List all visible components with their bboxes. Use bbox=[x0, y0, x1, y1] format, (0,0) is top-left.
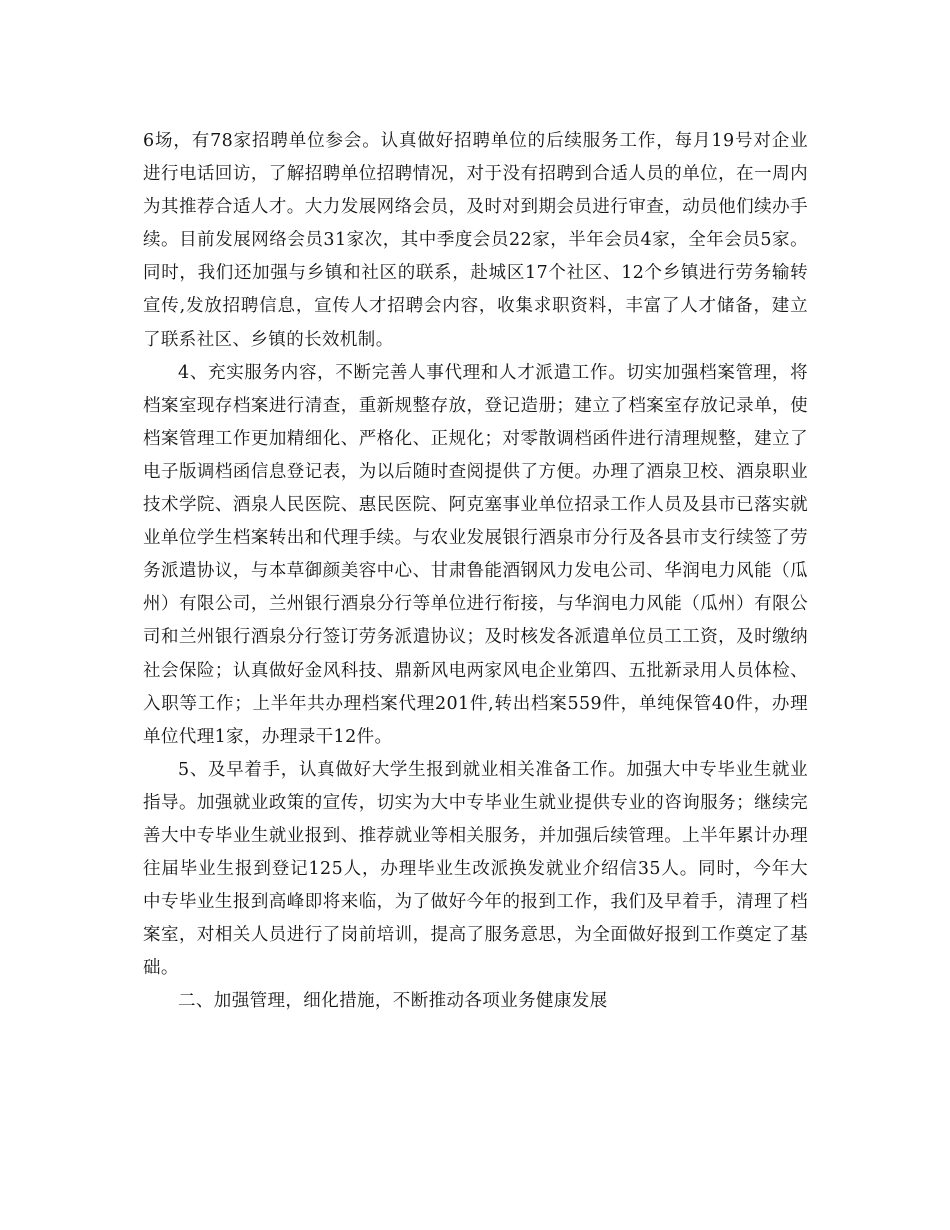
section-heading-management: 二、加强管理，细化措施，不断推动各项业务健康发展 bbox=[178, 991, 608, 1012]
paragraph-personnel-agency: 4、充实服务内容，不断完善人事代理和人才派遣工作。切实加强档案管理，将档案室现存档案进行清查，重新规整存放，登记造册；建立了档案室存放记录单，使档案管理工作更加精细化、严格化、正规化；对零散调档函件进行清理规整，建立了电子版调档函信息登记表，为以后随时查阅提供了方便。办理了酒泉卫校、酒泉职业技术学院、酒泉人民医院、惠民医院、阿克塞事业单位招录工作人员及县市已落实就业单位学生档案转出和代理手续。与农业发展银行酒泉市分行及各县市支行续签了劳务派遣协议，与本草御颜美容中心、甘肃鲁能酒钢风力发电公司、华润电力风能（瓜州）有限公司，兰州银行酒泉分行等单位进行衔接，与华润电力风能（瓜州）有限公司和兰州银行酒泉分行签订劳务派遣协议；及时核发各派遣单位员工工资，及时缴纳社会保险；认真做好金风科技、鼎新风电两家风电企业第四、五批新录用人员体检、入职等工作；上半年共办理档案代理201件,转出档案559件，单纯保管40件，办理单位代理1家，办理录干12件。 bbox=[143, 362, 808, 747]
paragraph-graduate-registration: 5、及早着手，认真做好大学生报到就业相关准备工作。加强大中专毕业生就业指导。加强就业政策的宣传，切实为大中专毕业生就业提供专业的咨询服务；继续完善大中专毕业生就业报到、推荐就业等相关服务，并加强后续管理。上半年累计办理往届毕业生报到登记125人，办理毕业生改派换发就业介绍信35人。同时，今年大中专毕业生报到高峰即将来临，为了做好今年的报到工作，我们及早着手，清理了档案室，对相关人员进行了岗前培训，提高了服务意思，为全面做好报到工作奠定了基础。 bbox=[143, 759, 808, 979]
document-body bbox=[143, 125, 808, 1019]
paragraph-recruitment-followup: 6场，有78家招聘单位参会。认真做好招聘单位的后续服务工作，每月19号对企业进行电话回访，了解招聘单位招聘情况，对于没有招聘到合适人员的单位，在一周内为其推荐合适人才。大力发展网络会员，及时对到期会员进行审查，动员他们续办手续。目前发展网络会员31家次，其中季度会员22家，半年会员4家，全年会员5家。同时，我们还加强与乡镇和社区的联系，赴城区17个社区、12个乡镇进行劳务输转宣传,发放招聘信息，宣传人才招聘会内容，收集求职资料，丰富了人才储备，建立了联系社区、乡镇的长效机制。 bbox=[143, 131, 808, 350]
